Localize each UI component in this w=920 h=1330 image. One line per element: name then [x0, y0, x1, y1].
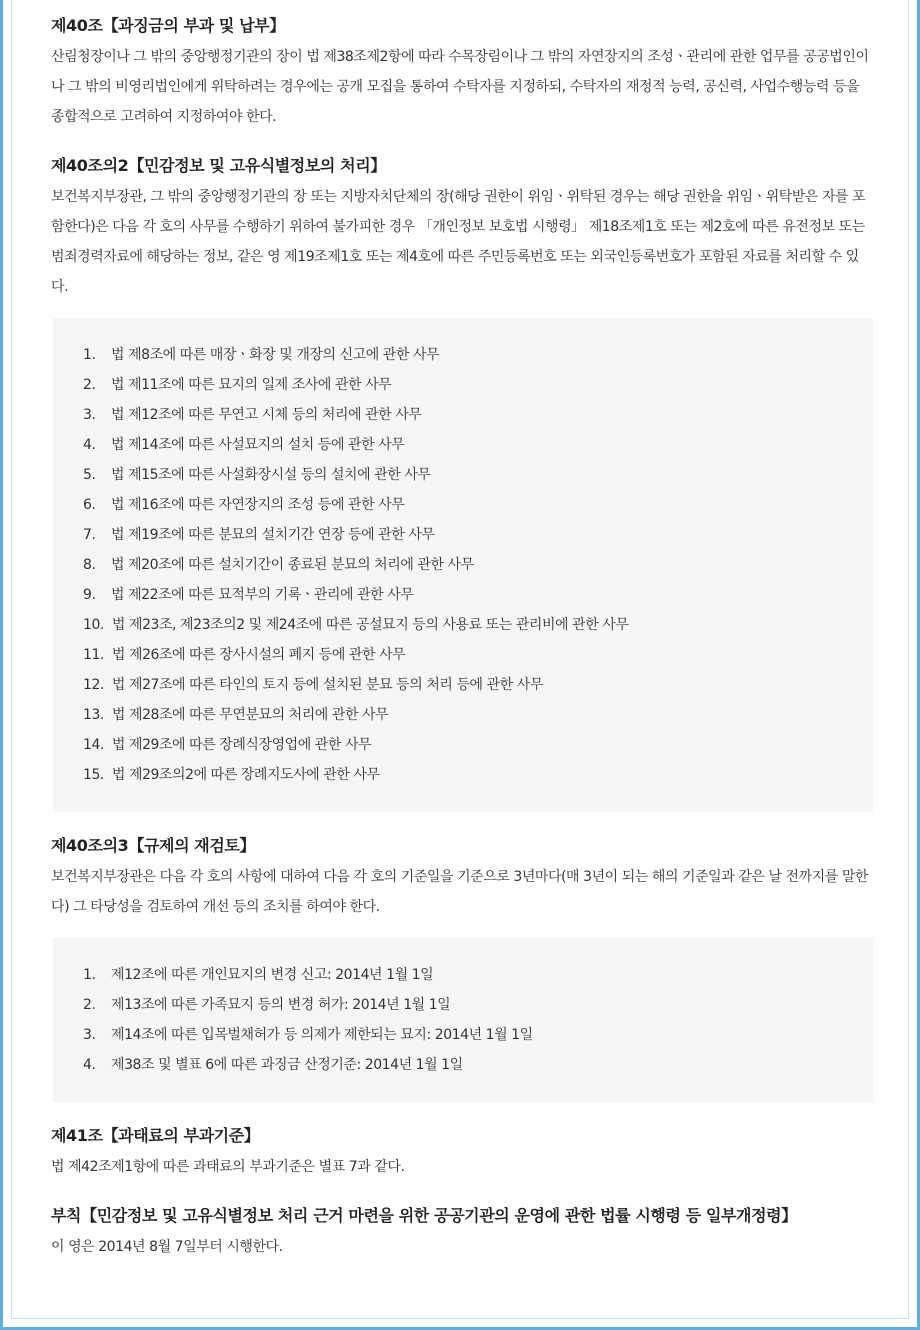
- list-item-number: 14.: [83, 737, 104, 753]
- list-item-number: 4.: [83, 437, 96, 453]
- article-paragraph: 보건복지부장관, 그 밖의 중앙행정기관의 장 또는 지방자치단체의 장(해당 권한이 위임ㆍ위탁된 경우는 해당 권한을 위임ㆍ위탁받은 자를 포함한다)은 다음 각 호의 사무를 수행하기 위하여 불가피한 경우 「개인정보 보호법 시행령」 제18조제1호 또는 제2호에 따른 유전정보 또는 범죄경력자료에 해당하는 정보, 같은 영 제19조제1호 또는 제4호에 따른 주민등록번호 또는 외국인등록번호가 포함된 자료를 처리할 수 있다.: [51, 189, 866, 295]
- list-item: [83, 990, 853, 1020]
- list-item-text: 법 제14조에 따른 사설묘지의 설치 등에 관한 사무: [111, 437, 405, 453]
- items-box: [53, 938, 873, 1102]
- list-item: [83, 640, 853, 670]
- article-40-2: [51, 152, 873, 812]
- list-item-text: 제12조에 따른 개인묘지의 변경 신고: 2014년 1월 1일: [111, 967, 434, 983]
- article-heading: 제40조의3【규제의 재검토】: [51, 836, 256, 855]
- article-paragraph: 법 제42조제1항에 따른 과태료의 부과기준은 별표 7과 같다.: [51, 1159, 405, 1175]
- article-40: [51, 12, 873, 132]
- list-item-number: 8.: [83, 557, 96, 573]
- list-item-number: 11.: [83, 647, 104, 663]
- list-item: [83, 1020, 853, 1050]
- article-41: [51, 1122, 873, 1182]
- list-item: [83, 430, 853, 460]
- list-item: [83, 580, 853, 610]
- article-paragraph: 산림청장이나 그 밖의 중앙행정기관의 장이 법 제38조제2항에 따라 수목장림이나 그 밖의 자연장지의 조성ㆍ관리에 관한 업무를 공공법인이나 그 밖의 비영리법인에게 위탁하려는 경우에는 공개 모집을 통하여 수탁자를 지정하되, 수탁자의 재정적 능력, 공신력, 사업수행능력 등을 종합적으로 고려하여 지정하여야 한다.: [51, 49, 869, 125]
- list-item-number: 2.: [83, 997, 96, 1013]
- list-item-text: 법 제11조에 따른 묘지의 일제 조사에 관한 사무: [111, 377, 392, 393]
- list-item-number: 4.: [83, 1057, 96, 1073]
- addendum: [51, 1202, 873, 1262]
- list-item-text: 법 제23조, 제23조의2 및 제24조에 따른 공설묘지 등의 사용료 또는 관리비에 관한 사무: [111, 617, 629, 633]
- list-item-text: 법 제26조에 따른 장사시설의 폐지 등에 관한 사무: [111, 647, 406, 663]
- list-item-text: 법 제20조에 따른 설치기간이 종료된 분묘의 처리에 관한 사무: [111, 557, 474, 573]
- article-40-3: [51, 832, 873, 1102]
- list-item-text: 법 제19조에 따른 분묘의 설치기간 연장 등에 관한 사무: [111, 527, 435, 543]
- addendum-paragraph: 이 영은 2014년 8월 7일부터 시행한다.: [51, 1239, 283, 1255]
- article-heading: 제40조【과징금의 부과 및 납부】: [51, 16, 285, 35]
- list-item-text: 법 제16조에 따른 자연장지의 조성 등에 관한 사무: [111, 497, 405, 513]
- list-item: [83, 670, 853, 700]
- list-item: [83, 370, 853, 400]
- list-item: [83, 490, 853, 520]
- list-item-number: 1.: [83, 967, 96, 983]
- list-item: [83, 460, 853, 490]
- list-item-number: 6.: [83, 497, 96, 513]
- list-item-text: 법 제8조에 따른 매장ㆍ화장 및 개장의 신고에 관한 사무: [111, 347, 440, 363]
- list-item-number: 10.: [83, 617, 104, 633]
- list-item-text: 제14조에 따른 입목벌채허가 등 의제가 제한되는 묘지: 2014년 1월 1일: [111, 1027, 533, 1043]
- list-item: [83, 700, 853, 730]
- list-item-number: 1.: [83, 347, 96, 363]
- list-item-text: 법 제29조에 따른 장례식장영업에 관한 사무: [111, 737, 372, 753]
- list-item-number: 2.: [83, 377, 96, 393]
- addendum-heading: 부칙【민감정보 및 고유식별정보 처리 근거 마련을 위한 공공기관의 운영에 관한 법률 시행령 등 일부개정령】: [51, 1206, 797, 1225]
- list-item: [83, 400, 853, 430]
- list-item-text: 법 제27조에 따른 타인의 토지 등에 설치된 분묘 등의 처리 등에 관한 사무: [111, 677, 543, 693]
- list-item-number: 9.: [83, 587, 96, 603]
- list-item: [83, 610, 853, 640]
- list-item-number: 12.: [83, 677, 104, 693]
- article-heading: 제41조【과태료의 부과기준】: [51, 1126, 260, 1145]
- list-item-text: 법 제15조에 따른 사설화장시설 등의 설치에 관한 사무: [111, 467, 431, 483]
- items-box: [53, 318, 873, 812]
- list-item-number: 13.: [83, 707, 104, 723]
- list-item: [83, 520, 853, 550]
- items-list: [83, 340, 853, 790]
- list-item-text: 법 제12조에 따른 무연고 시체 등의 처리에 관한 사무: [111, 407, 422, 423]
- list-item-number: 5.: [83, 467, 96, 483]
- list-item-number: 3.: [83, 1027, 96, 1043]
- list-item: [83, 550, 853, 580]
- list-item-text: 제38조 및 별표 6에 따른 과징금 산정기준: 2014년 1월 1일: [111, 1057, 463, 1073]
- list-item-text: 법 제28조에 따른 무연분묘의 처리에 관한 사무: [111, 707, 389, 723]
- items-list: [83, 960, 853, 1080]
- list-item-text: 법 제22조에 따른 묘적부의 기록ㆍ관리에 관한 사무: [111, 587, 414, 603]
- list-item: [83, 730, 853, 760]
- list-item: [83, 760, 853, 790]
- list-item: [83, 1050, 853, 1080]
- document-content: [51, 12, 873, 1282]
- list-item: [83, 960, 853, 990]
- article-heading: 제40조의2【민감정보 및 고유식별정보의 처리】: [51, 156, 386, 175]
- list-item: [83, 340, 853, 370]
- list-item-text: 법 제29조의2에 따른 장례지도사에 관한 사무: [111, 767, 380, 783]
- article-paragraph: 보건복지부장관은 다음 각 호의 사항에 대하여 다음 각 호의 기준일을 기준으로 3년마다(매 3년이 되는 해의 기준일과 같은 날 전까지를 말한다) 그 타당성을 검토하여 개선 등의 조치를 하여야 한다.: [51, 869, 868, 915]
- list-item-number: 7.: [83, 527, 96, 543]
- list-item-number: 15.: [83, 767, 104, 783]
- list-item-text: 제13조에 따른 가족묘지 등의 변경 허가: 2014년 1월 1일: [111, 997, 451, 1013]
- list-item-number: 3.: [83, 407, 96, 423]
